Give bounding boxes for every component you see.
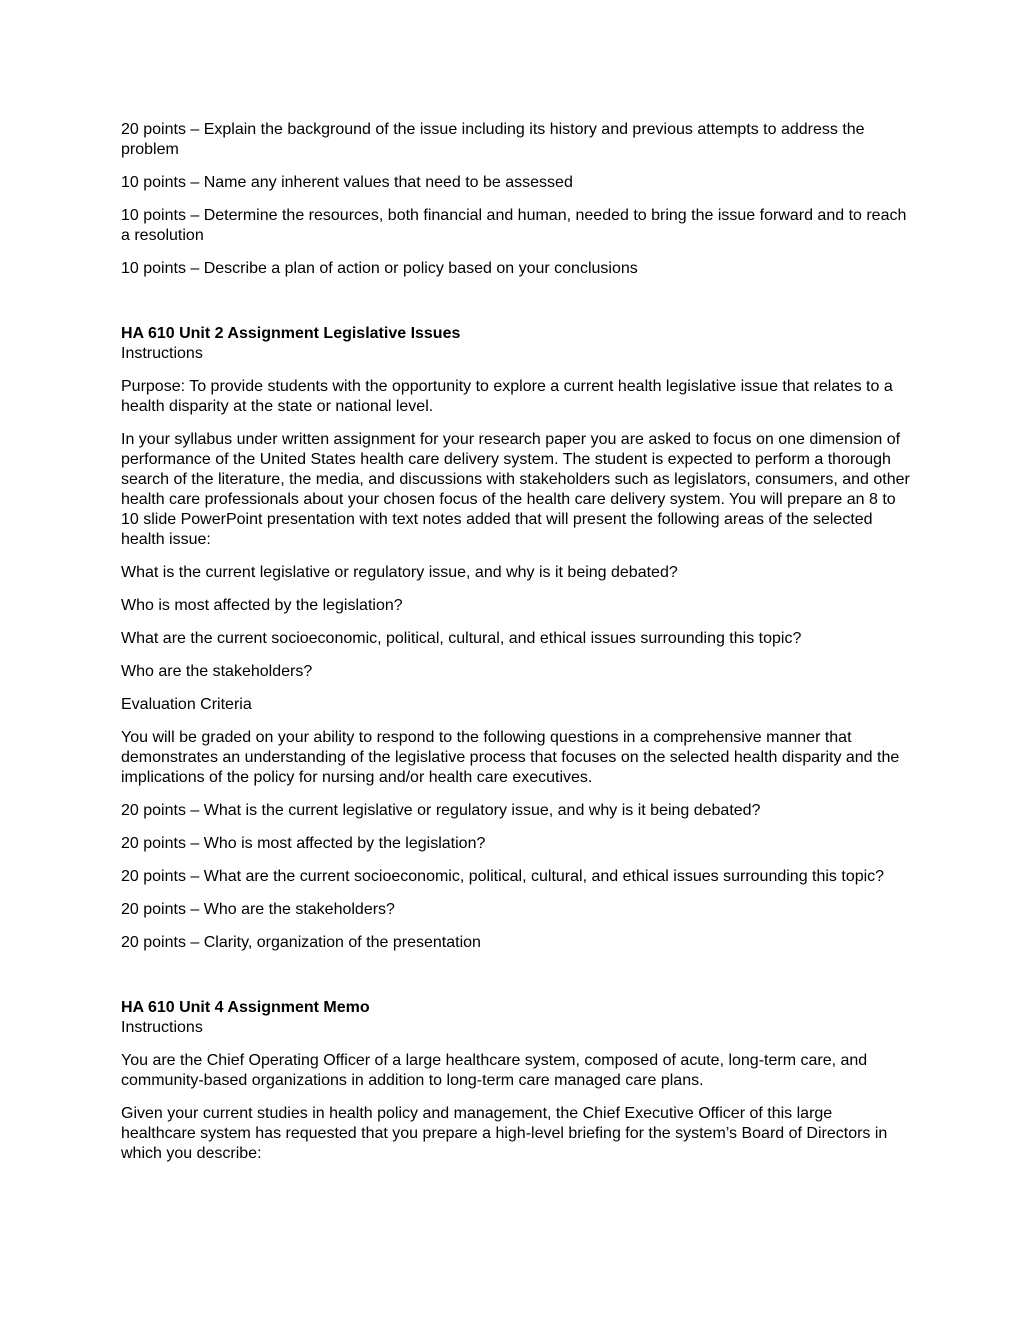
unit4-instructions-label: Instructions bbox=[121, 1019, 203, 1036]
criteria-item: 10 points – Describe a plan of action or policy based on your conclusions bbox=[121, 260, 638, 277]
unit2-evaluation-body: You will be graded on your ability to respond to the following questions in a comprehensive manner that demonstrates an understanding of the legislative process that focuses on the selected health disparity and the implications of the policy for nursing and/or health care executives. bbox=[121, 729, 900, 786]
section-spacer bbox=[121, 966, 911, 998]
unit2-title: HA 610 Unit 2 Assignment Legislative Issues bbox=[121, 325, 461, 342]
unit2-question: What are the current socioeconomic, political, cultural, and ethical issues surrounding this topic? bbox=[121, 630, 802, 647]
criteria-item: 20 points – Explain the background of the issue including its history and previous attempts to address the problem bbox=[121, 121, 865, 158]
unit2-criteria-item: 20 points – What is the current legislative or regulatory issue, and why is it being debated? bbox=[121, 802, 761, 819]
unit2-evaluation-title: Evaluation Criteria bbox=[121, 696, 252, 713]
unit2-question: Who are the stakeholders? bbox=[121, 663, 313, 680]
unit2-criteria-item: 20 points – Clarity, organization of the presentation bbox=[121, 934, 481, 951]
unit4-title: HA 610 Unit 4 Assignment Memo bbox=[121, 999, 370, 1016]
unit2-criteria-item: 20 points – What are the current socioeconomic, political, cultural, and ethical issues surrounding this topic? bbox=[121, 868, 885, 885]
document-page bbox=[121, 120, 911, 1177]
unit4-paragraph: Given your current studies in health policy and management, the Chief Executive Officer of this large healthcare system has requested that you prepare a high-level briefing for the system’s Board of Directors in which you describe: bbox=[121, 1105, 888, 1162]
unit2-criteria-item: 20 points – Who are the stakeholders? bbox=[121, 901, 395, 918]
unit4-paragraph: You are the Chief Operating Officer of a large healthcare system, composed of acute, long-term care, and community-based organizations in addition to long-term care managed care plans. bbox=[121, 1052, 868, 1089]
criteria-item: 10 points – Determine the resources, both financial and human, needed to bring the issue forward and to reach a resolution bbox=[121, 207, 907, 244]
criteria-item: 10 points – Name any inherent values that need to be assessed bbox=[121, 174, 573, 191]
unit2-question: What is the current legislative or regulatory issue, and why is it being debated? bbox=[121, 564, 678, 581]
unit2-criteria-item: 20 points – Who is most affected by the legislation? bbox=[121, 835, 486, 852]
section-spacer bbox=[121, 292, 911, 324]
unit2-body: In your syllabus under written assignment for your research paper you are asked to focus on one dimension of performance of the United States health care delivery system. The student is expected to perform a thorough search of the literature, the media, and discussions with stakeholders such as legislators, consumers, and other health care professionals about your chosen focus of the health care delivery system. You will prepare an 8 to 10 slide PowerPoint presentation with text notes added that will present the following areas of the selected health issue: bbox=[121, 431, 910, 548]
unit2-instructions-label: Instructions bbox=[121, 345, 203, 362]
unit2-purpose: Purpose: To provide students with the opportunity to explore a current health legislative issue that relates to a health disparity at the state or national level. bbox=[121, 378, 893, 415]
unit2-question: Who is most affected by the legislation? bbox=[121, 597, 403, 614]
